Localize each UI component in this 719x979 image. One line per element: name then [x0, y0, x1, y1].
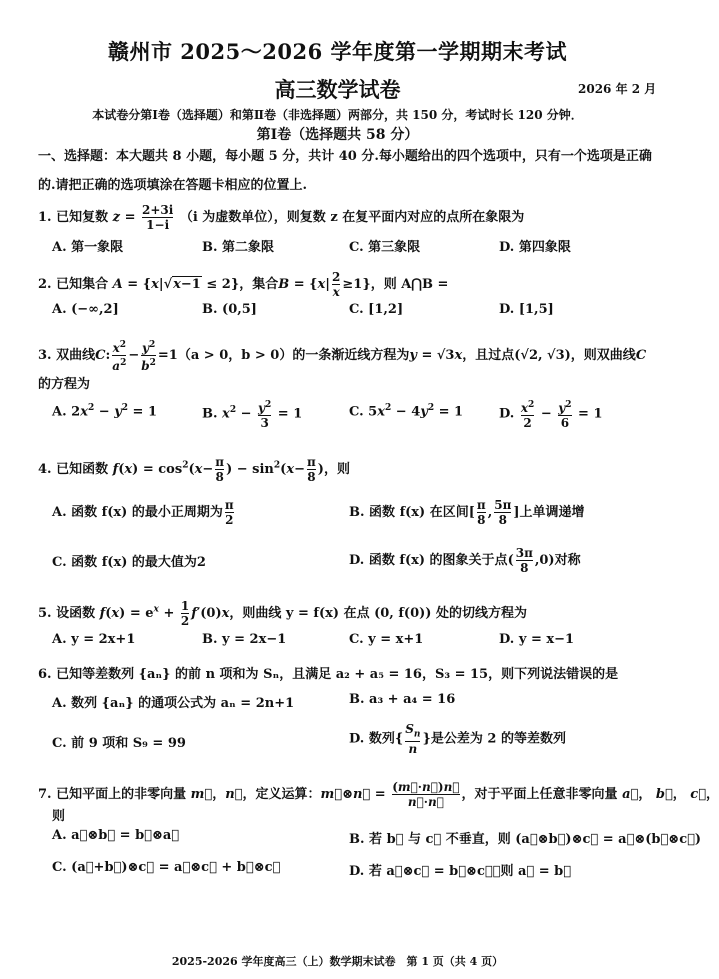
option-d: D. 数列{ $\frac{S_n}{n}$ }是公差为 2 的等差数列 — [349, 722, 566, 757]
option-b: B. (0,5] — [202, 302, 257, 317]
question-3-cont: 的方程为 — [38, 377, 91, 392]
option-b: B. $x^2$ − $\frac{y^2}{3}$ = 1 — [202, 400, 303, 430]
question-4: 4. 已知函数 $f(x) = \cos^2(x-$ $\frac{\pi}{8}$ ) − $\sin^2(x-$ $\frac{\pi}{8}$ )，则 — [38, 455, 350, 484]
question-number: 3. — [38, 348, 52, 363]
question-3: 3. 双曲线C: $\frac{x^2}{a^2}$ − $\frac{y^2}{b^2}$ =1（a > 0，b > 0）的一条渐近线方程为y = √3x，且过点(√2, √3)，则双曲线C — [38, 340, 647, 373]
option-b: B. 第二象限 — [202, 240, 275, 255]
option-c: C. [1,2] — [349, 302, 404, 317]
option-c: C. 第三象限 — [349, 240, 421, 255]
question-number: 2. — [38, 277, 52, 292]
question-text: 已知复数 — [56, 210, 109, 225]
question-number: 5. — [38, 606, 52, 621]
option-b: B. a₃ + a₄ = 16 — [349, 692, 456, 707]
option-c: C. 前 9 项和 S₉ = 99 — [52, 736, 186, 751]
question-text: （i 为虚数单位），则复数 z 在复平面内对应的点所在象限为 — [179, 210, 525, 225]
exam-date: 2026 年 2 月 — [578, 82, 657, 96]
option-d: D. [1,5] — [499, 302, 554, 317]
option-a: A. 第一象限 — [52, 240, 124, 255]
option-d: D. y = x−1 — [499, 632, 575, 647]
question-7-cont: 则 — [52, 809, 66, 824]
page-footer: 2025-2026 学年度高三（上）数学期末试卷 第 1 页（共 4 页） — [171, 955, 504, 968]
question-number: 1. — [38, 210, 52, 225]
option-d: D. 若 a⃗⊗c⃗ = b⃗⊗c⃗，则 a⃗ = b⃗ — [349, 864, 572, 879]
exam-info: 本试卷分第Ⅰ卷（选择题）和第Ⅱ卷（非选择题）两部分，共 150 分，考试时长 120 分钟． — [92, 108, 583, 122]
option-a: A. (−∞,2] — [52, 302, 119, 317]
question-5: 5. 设函数 $f(x) = e^x$ + $\frac{1}{2}$ f′(0)x，则曲线 y = f(x) 在点 (0, f(0)) 处的切线方程为 — [38, 599, 527, 628]
exam-title: 赣州市 2025～2026 学年度第一学期期末考试 — [107, 39, 567, 64]
option-b: B. 若 b⃗ 与 c⃗ 不垂直，则 (a⃗⊗b⃗)⊗c⃗ = a⃗⊗(b⃗⊗c⃗) — [349, 832, 702, 847]
option-d: D. 第四象限 — [499, 240, 571, 255]
question-text: 已知集合 — [56, 277, 109, 292]
exam-subtitle: 高三数学试卷 — [274, 77, 401, 102]
option-a: A. 数列 {aₙ} 的通项公式为 aₙ = 2n+1 — [52, 696, 295, 711]
option-d: D. 函数 f(x) 的图象关于点( $\frac{3\pi}{8}$ ,0)对称 — [349, 546, 581, 575]
question-number: 7. — [38, 787, 52, 802]
instructions: 一、选择题：本大题共 8 小题，每小题 5 分，共计 40 分.每小题给出的四个选项中，只有一个选项是正确的.请把正确的选项填涂在答题卡相应的位置上. — [38, 149, 652, 193]
question-7: 7. 已知平面上的非零向量 m⃗，n⃗，定义运算：m⃗⊗n⃗ = $\frac{(m⃗\cdot n⃗)n⃗}{n⃗\cdot n⃗}$ ，对于平面上任意非零向量 a⃗， b⃗， c⃗， — [38, 780, 719, 809]
section-title: 第Ⅰ卷（选择题共 58 分） — [256, 127, 419, 143]
option-d: D. $\frac{x^2}{2}$ − $\frac{y^2}{6}$ = 1 — [499, 400, 603, 430]
question-number: 4. — [38, 462, 52, 477]
option-a: A. $2x^2 - y^2 = 1$ — [52, 403, 158, 420]
question-number: 6. — [38, 667, 52, 682]
option-c: C. 函数 f(x) 的最大值为2 — [52, 555, 206, 570]
question-6 — [38, 663, 618, 682]
option-b: B. y = 2x−1 — [202, 632, 287, 647]
option-c: C. (a⃗+b⃗)⊗c⃗ = a⃗⊗c⃗ + b⃗⊗c⃗ — [52, 860, 281, 875]
option-a: A. y = 2x+1 — [52, 632, 136, 647]
question-2: 2. 已知集合 A = {x|√x−1 ≤ 2}，集合B = {x| $\frac{2}{x}$ ≥1}，则 A⋂B = — [38, 270, 449, 299]
fraction: $\frac{2+3i}{1-i}$ — [142, 203, 174, 232]
option-b: B. 函数 f(x) 在区间[ $\frac{\pi}{8}$ , $\frac{5\pi}{8}$ ]上单调递增 — [349, 498, 585, 527]
option-a: A. a⃗⊗b⃗ = b⃗⊗a⃗ — [52, 828, 180, 843]
option-a: A. 函数 f(x) 的最小正周期为 $\frac{\pi}{2}$ — [52, 498, 234, 527]
option-c: C. $5x^2 - 4y^2 = 1$ — [349, 403, 464, 420]
question-1: 1. 已知复数 z = $\frac{2+3i}{1-i}$ （i 为虚数单位），则复数 z 在复平面内对应的点所在象限为 — [38, 203, 525, 232]
question-text: 已知等差数列 {aₙ} 的前 n 项和为 Sₙ，且满足 a₂ + a₅ = 16，S₃ = 15，则下列说法错误的是 — [56, 667, 619, 682]
option-c: C. y = x+1 — [349, 632, 424, 647]
